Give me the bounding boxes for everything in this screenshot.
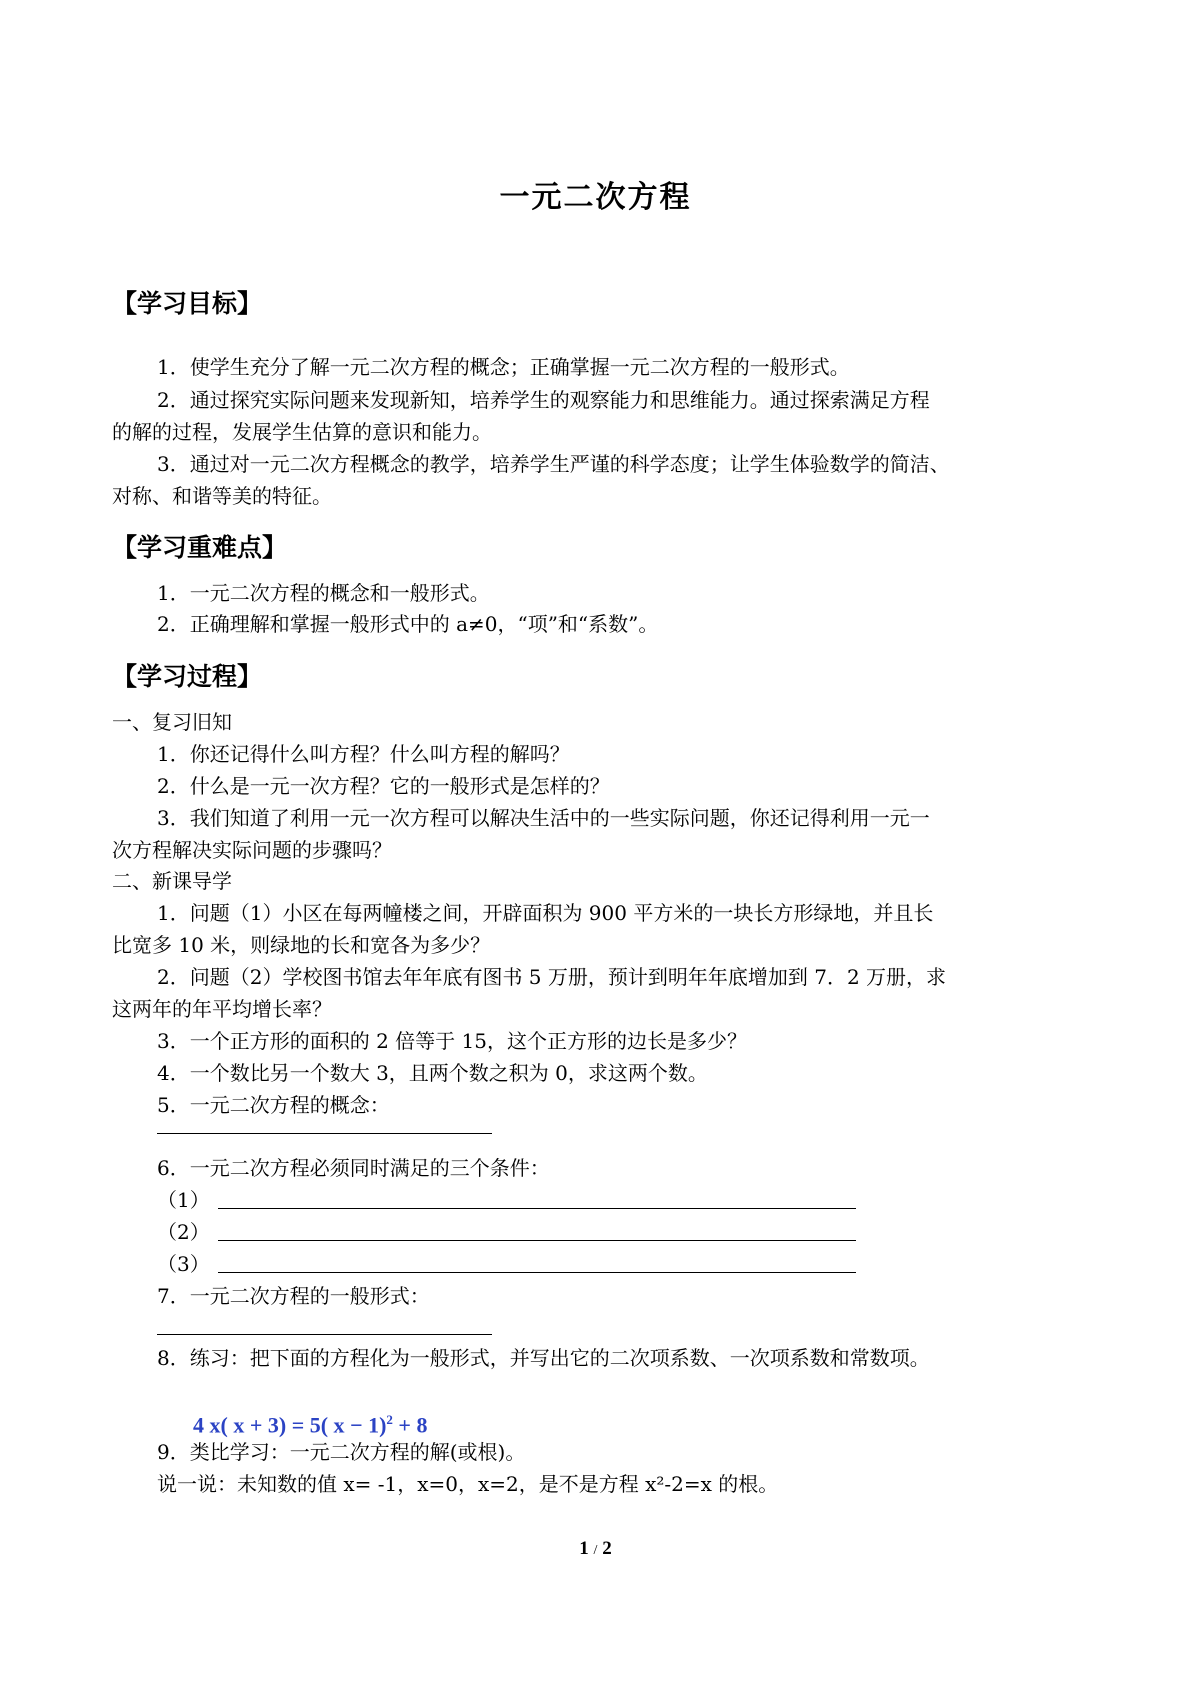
key-point-line: 2．正确理解和掌握一般形式中的 a≠0，“项”和“系数”。: [157, 612, 659, 636]
condition-label: （3）: [157, 1252, 210, 1276]
heading-key-points: 【学习重难点】: [112, 533, 288, 562]
goal-line: 1．使学生充分了解一元二次方程的概念；正确掌握一元二次方程的一般形式。: [157, 355, 850, 379]
heading-learning-process: 【学习过程】: [112, 662, 263, 691]
review-line: 1．你还记得什么叫方程？什么叫方程的解吗？: [157, 742, 570, 766]
item-9-line: 9．类比学习：一元二次方程的解(或根)。: [157, 1440, 526, 1464]
new-lesson-line: 比宽多 10 米，则绿地的长和宽各为多少？: [112, 933, 491, 957]
answer-blank-concept: [157, 1133, 492, 1134]
goal-line: 对称、和谐等美的特征。: [112, 484, 332, 508]
section-review-title: 一、复习旧知: [112, 710, 232, 734]
practice-equation: [193, 1412, 427, 1438]
new-lesson-line: 1．问题（1）小区在每两幢楼之间，开辟面积为 900 平方米的一块长方形绿地，并且长: [157, 901, 934, 925]
answer-blank-general-form: [157, 1334, 492, 1335]
equation-right: + 8: [392, 1412, 428, 1438]
section-new-title: 二、新课导学: [112, 869, 232, 893]
heading-learning-goals: 【学习目标】: [112, 289, 263, 318]
goal-line: 2．通过探究实际问题来发现新知，培养学生的观察能力和思维能力。通过探索满足方程: [157, 388, 930, 412]
condition-label: （2）: [157, 1220, 210, 1244]
page-total: 2: [602, 1538, 612, 1559]
new-lesson-line: 3．一个正方形的面积的 2 倍等于 15，这个正方形的边长是多少？: [157, 1029, 747, 1053]
page-title: 一元二次方程: [499, 180, 692, 215]
new-lesson-line: 2．问题（2）学校图书馆去年年底有图书 5 万册，预计到明年年底增加到 7．2 万册，求: [157, 965, 947, 989]
goal-line: 的解的过程，发展学生估算的意识和能力。: [112, 420, 492, 444]
key-point-line: 1．一元二次方程的概念和一般形式。: [157, 581, 490, 605]
answer-blank-condition-3: [218, 1272, 856, 1273]
new-lesson-line: 5．一元二次方程的概念：: [157, 1093, 390, 1117]
new-lesson-line: 4．一个数比另一个数大 3，且两个数之积为 0，求这两个数。: [157, 1061, 708, 1085]
review-line: 3．我们知道了利用一元一次方程可以解决生活中的一些实际问题，你还记得利用一元一: [157, 806, 930, 830]
page-number: [0, 1538, 1191, 1560]
item-8-line: 8．练习：把下面的方程化为一般形式，并写出它的二次项系数、一次项系数和常数项。: [157, 1346, 930, 1370]
answer-blank-condition-2: [218, 1240, 856, 1241]
equation-left: 4 x( x + 3) = 5( x − 1): [193, 1412, 387, 1438]
condition-label: （1）: [157, 1188, 210, 1212]
review-line: 次方程解决实际问题的步骤吗？: [112, 838, 392, 862]
page-separator: /: [593, 1543, 598, 1558]
goal-line: 3．通过对一元二次方程概念的教学，培养学生严谨的科学态度；让学生体验数学的简洁、: [157, 452, 950, 476]
new-lesson-line: 这两年的年平均增长率？: [112, 997, 332, 1021]
item-6-line: 6．一元二次方程必须同时满足的三个条件：: [157, 1156, 550, 1180]
say-line: 说一说：未知数的值 x= -1，x=0，x=2，是不是方程 x²-2=x 的根。: [157, 1472, 779, 1496]
review-line: 2．什么是一元一次方程？它的一般形式是怎样的？: [157, 774, 610, 798]
page-current: 1: [579, 1538, 589, 1559]
answer-blank-condition-1: [218, 1208, 856, 1209]
equation-exponent: 2: [386, 1412, 393, 1427]
item-7-line: 7．一元二次方程的一般形式：: [157, 1284, 430, 1308]
